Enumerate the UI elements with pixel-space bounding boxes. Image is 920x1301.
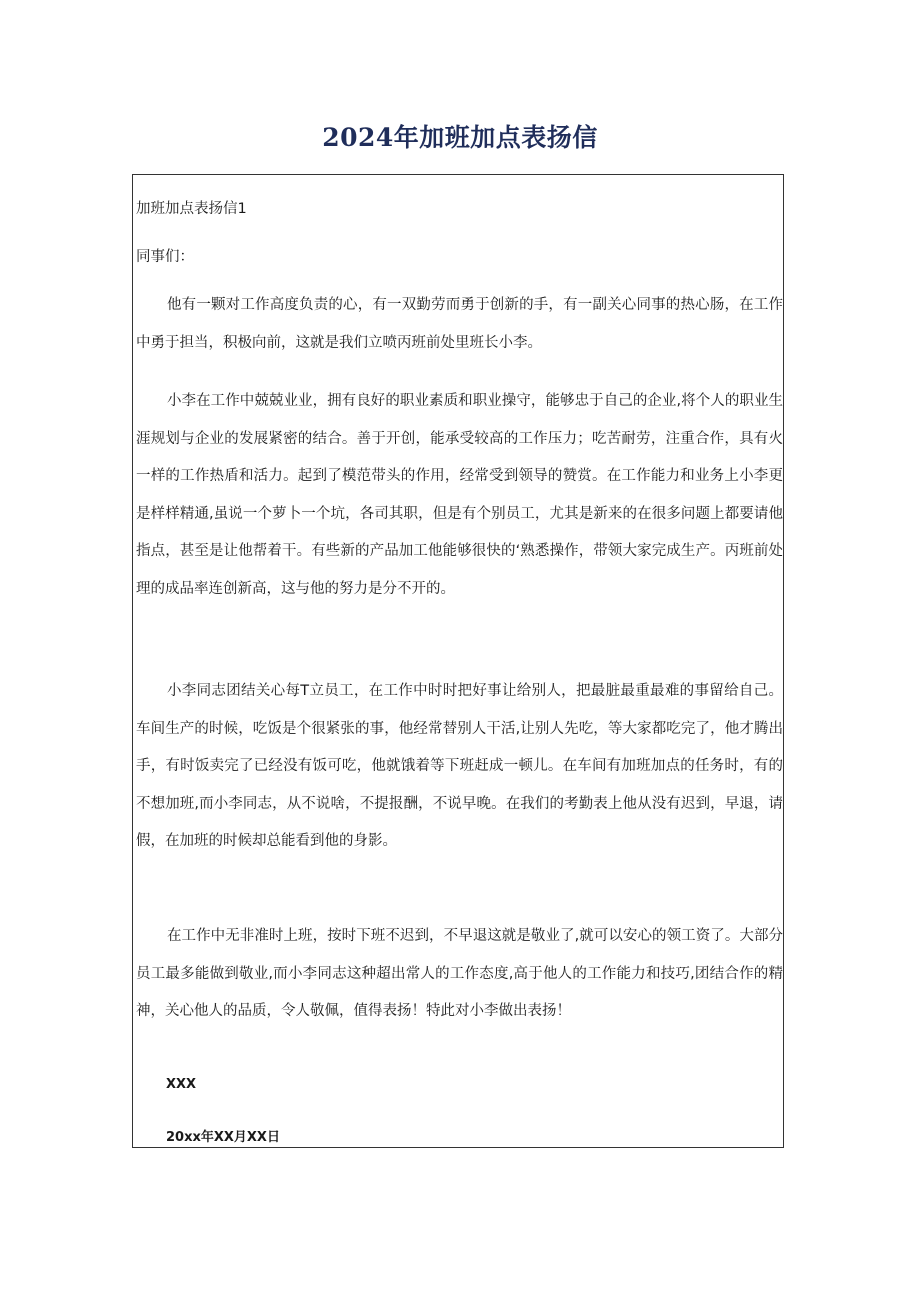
paragraph-3: 小李同志团结关心每T立员工，在工作中时时把好事让给别人，把最脏最重最难的事留给自己。车间生产的时候，吃饭是个很紧张的事，他经常替别人干活,让别人先吃，等大家都吃完了，他才腾出手，有时饭卖完了已经没有饭可吃，他就饿着等下班赶成一顿儿。在车间有加班加点的任务时，有的不想加班,而小李同志，从不说啥，不提报酬，不说早晚。在我们的考勤表上他从没有迟到，早退，请假，在加班的时候却总能看到他的身影。	[136, 683, 783, 849]
salutation: 同事们：	[136, 249, 194, 265]
paragraph-2: 小李在工作中兢兢业业，拥有良好的职业素质和职业操守，能够忠于自己的企业,将个人的职业生涯规划与企业的发展紧密的结合。善于开创，能承受较高的工作压力；吃苦耐劳，注重合作，具有火一样的工作热盾和活力。起到了模范带头的作用，经常受到领导的赞赏。在工作能力和业务上小李更是样样精通,虽说一个萝卜一个坑，各司其职，但是有个别员工，尤其是新来的在很多问题上都要请他指点，甚至是让他帮着干。有些新的产品加工他能够很快的‘熟悉操作，带领大家完成生产。丙班前处理的成品率连创新高，这与他的努力是分不开的。	[136, 393, 783, 597]
date: 20xx年XX月XX日	[166, 1130, 280, 1145]
paragraph-4: 在工作中无非准时上班，按时下班不迟到，不早退这就是敬业了,就可以安心的领工资了。大部分员工最多能做到敬业,而小李同志这种超出常人的工作态度,高于他人的工作能力和技巧,团结合作的精神，关心他人的品质，令人敬佩，值得表扬！特此对小李做出表扬！	[136, 928, 783, 1019]
letter-heading: 加班加点表扬信1	[136, 201, 247, 217]
letter-box	[132, 174, 784, 1148]
document-title: 2024年加班加点表扬信	[322, 123, 598, 152]
paragraph-1: 他有一颗对工作高度负责的心，有一双勤劳而勇于创新的手，有一副关心同事的热心肠，在工作中勇于担当，积极向前，这就是我们立喷丙班前处里班长小李。	[136, 297, 783, 351]
signature: XXX	[166, 1077, 197, 1092]
